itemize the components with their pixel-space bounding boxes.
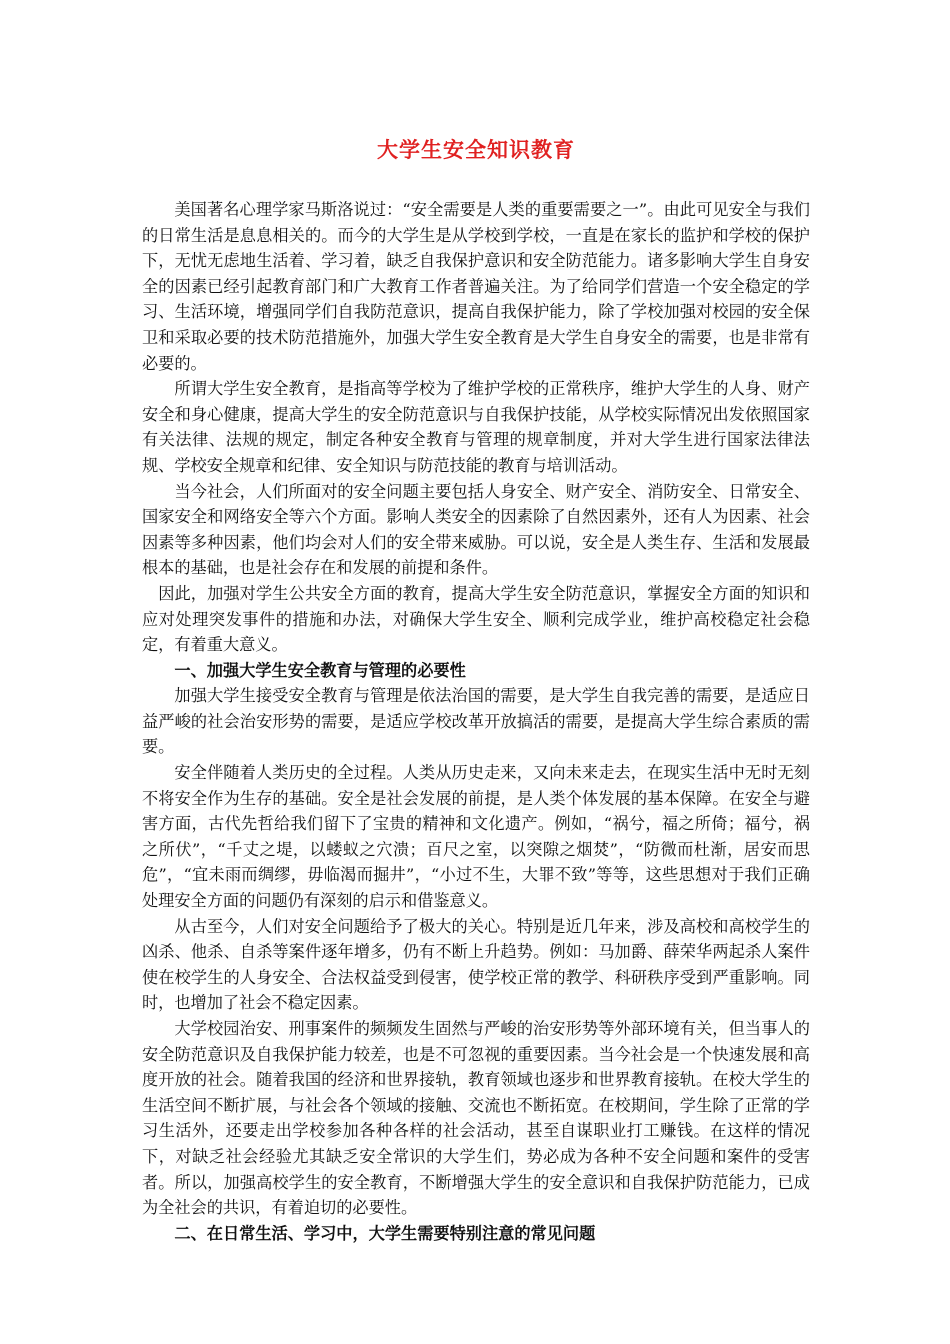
intro-paragraph-1: 美国著名心理学家马斯洛说过：“安全需要是人类的重要需要之一”。由此可见安全与我们的日常生活是息息相关的。而今的大学生是从学校到学校，一直是在家长的监护和学校的保护下，无忧无虑地生活着、学习着，缺乏自我保护意识和安全防范能力。诸多影响大学生自身安全的因素已经引起教育部门和广大教育工作者普遍关注。为了给同学们营造一个安全稳定的学习、生活环境，增强同学们自我防范意识，提高自我保护能力，除了学校加强对校园的安全保卫和采取必要的技术防范措施外，加强大学生安全教育是大学生自身安全的需要，也是非常有必要的。 — [142, 200, 810, 373]
section-heading-1: 一、加强大学生安全教育与管理的必要性 — [174, 660, 466, 680]
intro-paragraph-3: 当今社会，人们所面对的安全问题主要包括人身安全、财产安全、消防安全、日常安全、国家安全和网络安全等六个方面。影响人类安全的因素除了自然因素外，还有人为因素、社会因素等多种因素，他们均会对人们的安全带来威胁。可以说，安全是人类生存、生活和发展最根本的基础，也是社会存在和发展的前提和条件。 — [142, 481, 810, 578]
document-title: 大学生安全知识教育 — [377, 138, 575, 162]
section-heading-2: 二、在日常生活、学习中，大学生需要特别注意的常见问题 — [174, 1223, 596, 1243]
intro-paragraph-2: 所谓大学生安全教育，是指高等学校为了维护学校的正常秩序，维护大学生的人身、财产安全和身心健康，提高大学生的安全防范意识与自我保护技能，从学校实际情况出发依照国家有关法律、法规的规定，制定各种安全教育与管理的规章制度，并对大学生进行国家法律法规、学校安全规章和纪律、安全知识与防范技能的教育与培训活动。 — [142, 379, 810, 475]
document-page — [142, 135, 810, 1246]
section1-paragraph-4: 大学校园治安、刑事案件的频频发生固然与严峻的治安形势等外部环境有关，但当事人的安全防范意识及自我保护能力较差，也是不可忽视的重要因素。当今社会是一个快速发展和高度开放的社会。随着我国的经济和世界接轨，教育领域也逐步和世界教育接轨。在校大学生的生活空间不断扩展，与社会各个领域的接触、交流也不断拓宽。在校期间，学生除了正常的学习生活外，还要走出学校参加各种各样的社会活动，甚至自谋职业打工赚钱。在这样的情况下，对缺乏社会经验尤其缺乏安全常识的大学生们，势必成为各种不安全问题和案件的受害者。所以，加强高校学生的安全教育，不断增强大学生的安全意识和自我保护防范能力，已成为全社会的共识，有着迫切的必要性。 — [142, 1019, 810, 1218]
section1-paragraph-2: 安全伴随着人类历史的全过程。人类从历史走来，又向未来走去，在现实生活中无时无刻不将安全作为生存的基础。安全是社会发展的前提，是人类个体发展的基本保障。在安全与避害方面，古代先哲给我们留下了宝贵的精神和文化遗产。例如，“祸兮，福之所倚；福兮，祸之所伏”，“千丈之堤，以蝼蚁之穴溃；百尺之室，以突隙之烟焚”，“防微而杜渐，居安而思危”，“宜未雨而绸缪，毋临渴而掘井”，“小过不生，大罪不致”等等，这些思想对于我们正确处理安全方面的问题仍有深刻的启示和借鉴意义。 — [142, 763, 810, 911]
section1-paragraph-3: 从古至今，人们对安全问题给予了极大的关心。特别是近几年来，涉及高校和高校学生的凶杀、他杀、自杀等案件逐年增多，仍有不断上升趋势。例如：马加爵、薛荣华两起杀人案件使在校学生的人身安全、合法权益受到侵害，使学校正常的教学、科研秩序受到严重影响。同时，也增加了社会不稳定因素。 — [142, 916, 810, 1013]
section1-paragraph-1: 加强大学生接受安全教育与管理是依法治国的需要，是大学生自我完善的需要，是适应日益严峻的社会治安形势的需要，是适应学校改革开放搞活的需要，是提高大学生综合素质的需要。 — [142, 686, 810, 757]
intro-paragraph-4: 因此，加强对学生公共安全方面的教育，提高大学生安全防范意识，掌握安全方面的知识和应对处理突发事件的措施和办法，对确保大学生安全、顺利完成学业，维护高校稳定社会稳定，有着重大意义。 — [142, 583, 810, 655]
